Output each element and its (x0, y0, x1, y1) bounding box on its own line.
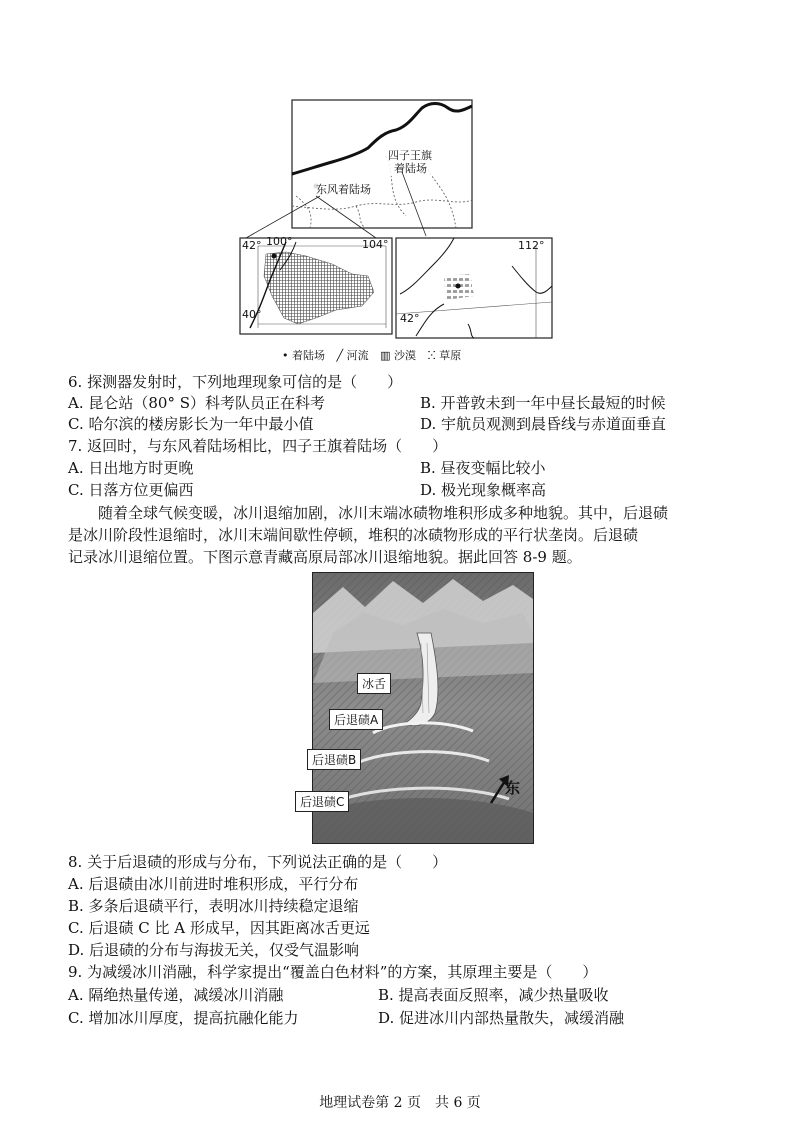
q6-option-b: B. 开普敦未到一年中昼长最短的时候 (420, 394, 666, 412)
deg-42-left: 42° (242, 239, 262, 252)
q9-stem: 9. 为减缓冰川消融，科学家提出“覆盖白色材料”的方案，其原理主要是（ ） (68, 963, 598, 981)
siziwang-detail-map (396, 238, 552, 338)
siziwang-label-2: 着陆场 (394, 162, 427, 175)
passage-line-3: 记录冰川退缩位置。下图示意青藏高原局部冰川退缩地貌。据此回答 8-9 题。 (68, 548, 582, 566)
label-moraine-a: 后退碛A (329, 709, 383, 730)
dongfeng-label: 东风着陆场 (316, 183, 371, 196)
q7-option-b: B. 昼夜变幅比较小 (420, 459, 546, 477)
q7-option-c: C. 日落方位更偏西 (68, 481, 194, 499)
q9-option-b: B. 提高表面反照率，减少热量吸收 (378, 986, 609, 1004)
deg-112: 112° (518, 239, 545, 252)
label-east: 东 (505, 779, 521, 797)
page-footer: 地理试卷第 2 页 共 6 页 (319, 1095, 481, 1111)
legend-desert: ▥ 沙漠 (380, 349, 417, 362)
q9-option-a: A. 隔绝热量传递，减缓冰川消融 (68, 986, 284, 1004)
dongfeng-detail-map (240, 235, 392, 334)
q6-option-c: C. 哈尔滨的楼房影长为一年中最小值 (68, 415, 314, 433)
siziwang-label-1: 四子王旗 (388, 149, 432, 162)
deg-42-right: 42° (400, 312, 420, 325)
label-moraine-c: 后退碛C (295, 791, 349, 812)
label-moraine-b: 后退碛B (307, 749, 361, 770)
q7-stem: 7. 返回时，与东风着陆场相比，四子王旗着陆场（ ） (68, 437, 448, 455)
q8-stem: 8. 关于后退碛的形成与分布，下列说法正确的是（ ） (68, 853, 448, 871)
passage-line-1: 随着全球气候变暖，冰川退缩加剧，冰川末端冰碛物堆积形成多种地貌。其中，后退碛 (98, 504, 669, 522)
q8-option-b: B. 多条后退碛平行，表明冰川持续稳定退缩 (68, 897, 359, 915)
q8-option-c: C. 后退碛 C 比 A 形成早，因其距离冰舌更远 (68, 919, 370, 937)
landing-site-map (236, 96, 556, 346)
q6-stem: 6. 探测器发射时，下列地理现象可信的是（ ） (68, 373, 403, 391)
deg-104: 104° (362, 238, 389, 251)
q8-option-a: A. 后退碛由冰川前进时堆积形成，平行分布 (68, 875, 359, 893)
q6-option-d: D. 宇航员观测到晨昏线与赤道面垂直 (420, 415, 667, 433)
q7-option-d: D. 极光现象概率高 (420, 481, 547, 499)
q9-option-d: D. 促进冰川内部热量散失，减缓消融 (378, 1009, 625, 1027)
legend-landing: • 着陆场 (282, 349, 325, 362)
deg-100: 100° (266, 235, 293, 248)
passage-line-2: 是冰川阶段性退缩时，冰川末端间歇性停顿，堆积的冰碛物形成的平行状垄岗。后退碛 (68, 526, 639, 544)
map-legend (282, 347, 469, 363)
deg-40: 40° (242, 308, 262, 321)
q9-option-c: C. 增加冰川厚度，提高抗融化能力 (68, 1009, 299, 1027)
legend-river: ╱ 河流 (336, 349, 369, 362)
q6-option-a: A. 昆仑站（80° S）科考队员正在科考 (68, 394, 326, 412)
overview-map (246, 100, 472, 238)
legend-grassland: ⵘ 草原 (427, 349, 462, 362)
q8-option-d: D. 后退碛的分布与海拔无关，仅受气温影响 (68, 941, 360, 959)
label-ice-tongue: 冰舌 (357, 673, 391, 694)
q7-option-a: A. 日出地方时更晚 (68, 459, 194, 477)
glacier-figure (300, 572, 534, 844)
